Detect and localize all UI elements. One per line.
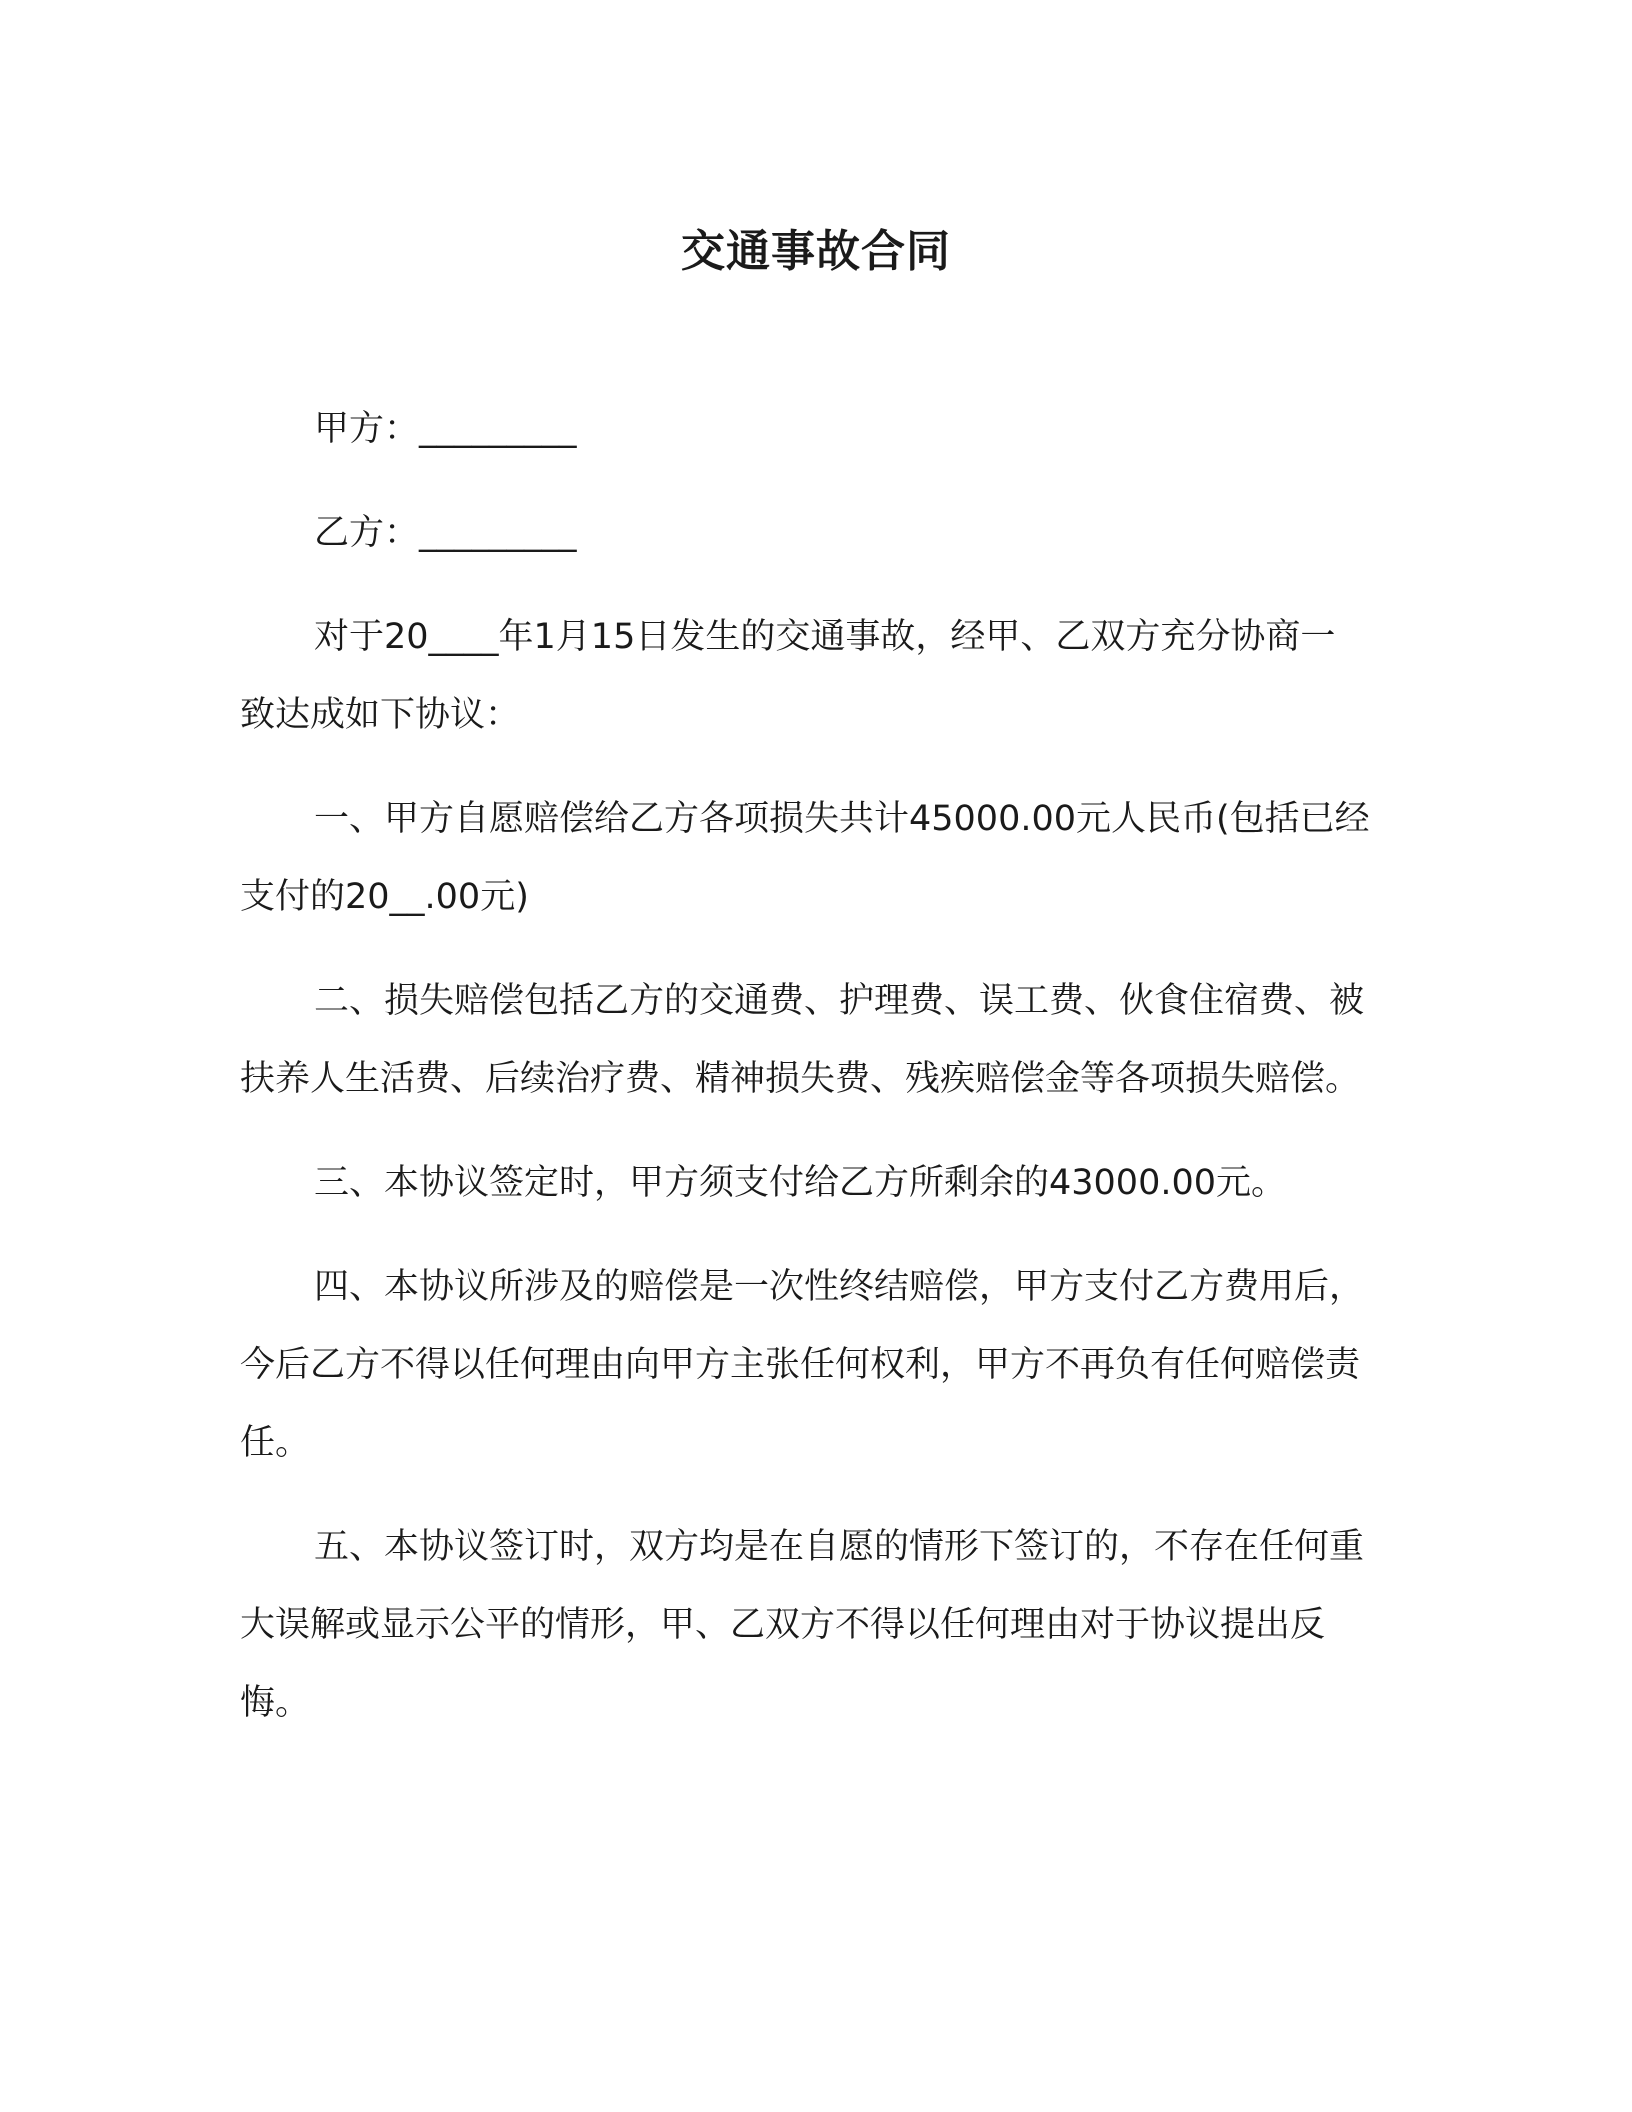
clause-3: 三、本协议签定时，甲方须支付给乙方所剩余的43000.00元。 [314,1163,1287,1203]
clause-4: 四、本协议所涉及的赔偿是一次性终结赔偿，甲方支付乙方费用后，今后乙方不得以任何理由向甲方主张任何权利，甲方不再负有任何赔偿责任。 [240,1267,1365,1463]
party-b-line: 乙方：_________ [314,513,577,553]
party-a-line: 甲方：_________ [314,409,577,449]
document-title: 交通事故合同 [681,226,951,277]
document-body [240,390,1370,1768]
clause-2: 二、损失赔偿包括乙方的交通费、护理费、误工费、伙食住宿费、被扶养人生活费、后续治疗费、精神损失费、残疾赔偿金等各项损失赔偿。 [240,981,1365,1099]
intro-paragraph: 对于20____年1月15日发生的交通事故，经甲、乙双方充分协商一致达成如下协议： [240,617,1336,735]
clause-1: 一、甲方自愿赔偿给乙方各项损失共计45000.00元人民币(包括已经支付的20__.00元) [240,799,1370,917]
clause-5: 五、本协议签订时，双方均是在自愿的情形下签订的，不存在任何重大误解或显示公平的情形，甲、乙双方不得以任何理由对于协议提出反悔。 [240,1527,1365,1723]
